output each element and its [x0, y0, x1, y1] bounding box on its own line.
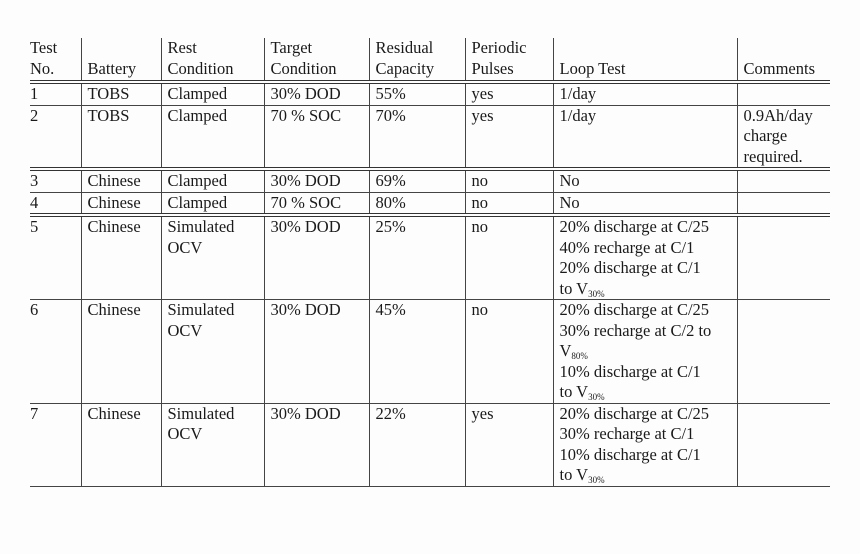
cell-loop [553, 169, 737, 192]
loop-line-text: 20% discharge at C/1 [559, 258, 701, 277]
loop-line-text: 40% recharge at C/1 [559, 237, 695, 257]
cell-residual: 25% [369, 215, 465, 300]
table-row [30, 82, 830, 105]
loop-line-text: No [559, 171, 580, 190]
cell-residual: 55% [369, 82, 465, 105]
cell-test: 7 [30, 403, 39, 423]
header-residual-line: Capacity [375, 58, 435, 78]
cell-loop [553, 215, 737, 300]
loop-line-text: 1/day [559, 105, 597, 125]
header-battery-line: Battery [87, 58, 137, 78]
rest-line: Simulated [167, 300, 235, 319]
cell-pulses: no [465, 215, 553, 300]
cell-test: 4 [30, 192, 39, 212]
cell-residual: 45% [369, 300, 465, 404]
cell-test: 3 [30, 171, 39, 190]
cell-battery: Chinese [81, 300, 161, 404]
cell-battery: Chinese [81, 192, 161, 215]
cell-loop [553, 300, 737, 404]
loop-line-text: 30% recharge at C/1 [559, 424, 695, 443]
cell-target: 30% DOD [264, 82, 369, 105]
cell-rest [161, 169, 264, 192]
cell-loop [553, 82, 737, 105]
loop-line-text: 20% discharge at C/25 [559, 300, 710, 319]
battery-test-table [30, 38, 830, 487]
table-row [30, 169, 830, 192]
rest-line: Clamped [167, 84, 228, 103]
cell-pulses: yes [465, 82, 553, 105]
loop-line-subscript: 30% [588, 288, 605, 299]
cell-loop [553, 105, 737, 169]
header-target-line: Condition [270, 58, 337, 78]
cell-rest [161, 82, 264, 105]
table-row [30, 300, 830, 404]
loop-line-text: 20% discharge at C/25 [559, 217, 710, 236]
loop-line [560, 321, 733, 342]
header-pulses-line: Periodic [471, 38, 527, 57]
header-comments-line: Comments [743, 58, 816, 78]
loop-line-subscript: 30% [588, 475, 605, 485]
rest-line: Clamped [167, 171, 228, 190]
comment-line: charge [743, 126, 788, 145]
header-test-line: No. [30, 58, 55, 78]
loop-line-text: 1/day [559, 84, 597, 103]
cell-target: 70 % SOC [264, 105, 369, 169]
loop-line-subscript: 80% [571, 351, 588, 361]
header-comments-line [744, 38, 827, 59]
cell-pulses: no [465, 300, 553, 404]
cell-test: 6 [30, 300, 39, 319]
cell-battery: Chinese [81, 403, 161, 486]
loop-line-text: 10% discharge at C/1 [559, 361, 701, 381]
table-row [30, 192, 830, 215]
table-header-row [30, 38, 830, 82]
results-table-container [30, 38, 830, 487]
header-loop [553, 38, 737, 82]
loop-line [560, 258, 733, 279]
cell-comments [737, 300, 830, 404]
loop-line-subscript: 30% [588, 392, 605, 402]
cell-pulses: no [465, 169, 553, 192]
cell-test: 5 [30, 217, 39, 236]
cell-pulses: yes [465, 105, 553, 169]
cell-pulses: no [465, 192, 553, 215]
loop-line-text: 10% discharge at C/1 [559, 444, 701, 464]
cell-target: 30% DOD [264, 169, 369, 192]
header-pulses-line: Pulses [471, 58, 514, 78]
cell-battery: TOBS [81, 82, 161, 105]
cell-comments [737, 169, 830, 192]
header-battery-line [88, 38, 157, 59]
comment-line: 0.9Ah/day [743, 105, 813, 125]
cell-target: 70 % SOC [264, 192, 369, 215]
cell-test: 1 [30, 84, 39, 103]
loop-line [560, 300, 733, 321]
header-loop-line [560, 38, 733, 59]
cell-residual: 70% [369, 105, 465, 169]
table-body [30, 82, 830, 486]
header-pulses [465, 38, 553, 82]
loop-line [560, 382, 733, 403]
comment-line: required. [743, 146, 803, 166]
cell-residual: 69% [369, 169, 465, 192]
cell-battery: Chinese [81, 169, 161, 192]
cell-comments [737, 403, 830, 486]
cell-comments [737, 82, 830, 105]
loop-line-text: to V [559, 278, 589, 298]
table-row [30, 215, 830, 300]
cell-target: 30% DOD [264, 403, 369, 486]
cell-comments [737, 105, 830, 169]
rest-line: Clamped [167, 192, 228, 212]
cell-residual: 22% [369, 403, 465, 486]
header-comments [737, 38, 830, 82]
cell-battery: TOBS [81, 105, 161, 169]
rest-line: Simulated [167, 403, 235, 423]
cell-rest [161, 105, 264, 169]
cell-comments [737, 192, 830, 215]
rest-line: Clamped [167, 105, 228, 125]
rest-line: OCV [167, 237, 203, 257]
rest-line: OCV [167, 424, 203, 443]
header-target [264, 38, 369, 82]
table-row [30, 403, 830, 486]
header-rest-line: Rest [167, 38, 197, 57]
loop-line [560, 279, 733, 300]
cell-rest [161, 403, 264, 486]
loop-line-text: V [559, 341, 572, 360]
loop-line [560, 238, 733, 259]
cell-rest [161, 192, 264, 215]
header-residual [369, 38, 465, 82]
loop-line-text: No [559, 192, 580, 212]
loop-line [560, 404, 733, 425]
rest-line: OCV [167, 320, 203, 340]
loop-line [560, 424, 733, 445]
table-row [30, 105, 830, 169]
header-test-line: Test [30, 38, 58, 57]
cell-rest [161, 300, 264, 404]
header-rest-line: Condition [167, 58, 234, 78]
header-residual-line: Residual [375, 38, 434, 57]
cell-residual: 80% [369, 192, 465, 215]
cell-test: 2 [30, 105, 39, 125]
cell-battery: Chinese [81, 215, 161, 300]
loop-line [560, 465, 733, 486]
cell-loop [553, 403, 737, 486]
loop-line [560, 106, 733, 127]
loop-line [560, 217, 733, 238]
cell-loop [553, 192, 737, 215]
header-loop-line: Loop Test [559, 58, 626, 78]
loop-line [560, 171, 733, 192]
loop-line-text: to V [559, 465, 589, 484]
header-test [30, 38, 81, 82]
loop-line-text: 20% discharge at C/25 [559, 403, 710, 423]
cell-target: 30% DOD [264, 300, 369, 404]
loop-line-text: to V [559, 382, 589, 401]
loop-line [560, 84, 733, 105]
cell-target: 30% DOD [264, 215, 369, 300]
rest-line: Simulated [167, 217, 235, 236]
cell-rest [161, 215, 264, 300]
header-target-line: Target [270, 38, 313, 57]
cell-comments [737, 215, 830, 300]
header-battery [81, 38, 161, 82]
loop-line [560, 362, 733, 383]
loop-line-text: 30% recharge at C/2 to [559, 320, 712, 340]
loop-line [560, 193, 733, 214]
header-rest [161, 38, 264, 82]
loop-line [560, 341, 733, 362]
cell-pulses: yes [465, 403, 553, 486]
loop-line [560, 445, 733, 466]
